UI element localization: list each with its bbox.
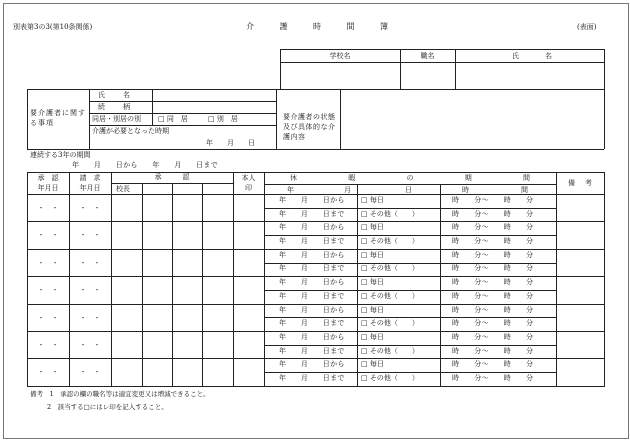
label-char: 続 (98, 103, 105, 111)
title-char: 介 (246, 22, 254, 31)
label-char: 考 (585, 179, 592, 187)
approval-date-cell[interactable]: ・ ・ (37, 204, 59, 212)
time-range[interactable]: 時 分～ 時 分 (452, 360, 534, 369)
teacher-name-label (512, 53, 552, 60)
daily-checkbox[interactable]: □ 毎日 (361, 278, 384, 287)
request-date-cell[interactable]: ・ ・ (79, 341, 101, 349)
label-char: 氏 (512, 52, 519, 60)
hour-col-header: 時 (462, 186, 469, 194)
form-title (246, 23, 388, 31)
daily-checkbox[interactable]: □ 毎日 (361, 196, 384, 204)
time-range[interactable]: 時 分～ 時 分 (452, 291, 534, 300)
time-range[interactable]: 時 分～ 時 分 (452, 333, 534, 341)
title-char: 間 (346, 22, 355, 31)
footnote-1: 備考 1 承認の欄の職名等は適宜変更又は増減できること。 (30, 390, 210, 398)
school-name-label: 学校名 (329, 52, 351, 60)
remarks-cell[interactable] (558, 333, 602, 356)
label-char: 柄 (123, 103, 130, 111)
need-period-label: 介護が必要となった時期 (92, 127, 169, 135)
remarks-header (568, 180, 592, 187)
self-seal-cell[interactable] (235, 196, 263, 219)
principal-seal-cell[interactable] (113, 251, 141, 274)
daily-checkbox[interactable]: □ 毎日 (361, 333, 384, 341)
care-name-label (98, 92, 130, 99)
month-col-header: 月 (344, 186, 351, 194)
title-char: 時 (313, 22, 321, 31)
daily-checkbox[interactable]: □ 毎日 (361, 305, 384, 314)
label-char: 備 (568, 179, 575, 187)
cohabit-checkbox[interactable]: □ 同 居 (158, 115, 188, 123)
separate-checkbox[interactable]: □ 別 居 (208, 115, 238, 123)
label-char: 休 (290, 174, 297, 182)
label-char: 名 (123, 91, 130, 99)
other-checkbox[interactable]: □ その他（ ） (361, 373, 419, 382)
other-checkbox[interactable]: □ その他（ ） (361, 236, 419, 245)
time-range[interactable]: 時 分～ 時 分 (452, 236, 534, 245)
seal-header: 印 (245, 184, 252, 192)
other-checkbox[interactable]: □ その他（ ） (361, 209, 419, 218)
remarks-cell[interactable] (558, 196, 602, 219)
time-range[interactable]: 時 分～ 時 分 (452, 209, 534, 218)
daily-checkbox[interactable]: □ 毎日 (361, 360, 384, 369)
principal-header: 校長 (116, 185, 130, 193)
leave-period-header (290, 175, 530, 182)
time-range[interactable]: 時 分～ 時 分 (452, 305, 534, 314)
approval-date-cell[interactable]: ・ ・ (37, 368, 59, 377)
approval-date-cell[interactable]: ・ ・ (37, 258, 59, 267)
approval-date-cell[interactable]: ・ ・ (37, 313, 59, 322)
remarks-cell[interactable] (558, 251, 602, 274)
self-seal-cell[interactable] (235, 251, 263, 274)
remarks-cell[interactable] (558, 306, 602, 329)
remarks-cell[interactable] (558, 223, 602, 246)
self-seal-cell[interactable] (235, 223, 263, 246)
care-name-field[interactable] (155, 91, 274, 100)
principal-seal-cell[interactable] (113, 333, 141, 356)
approval-date-header: 承 認 (37, 174, 59, 182)
approval-header: 承 認 (154, 173, 190, 181)
condition-field[interactable] (343, 92, 601, 146)
self-seal-cell[interactable] (235, 333, 263, 356)
until-date[interactable]: 年 月 日まで (279, 236, 345, 245)
label-char: 期 (464, 174, 472, 182)
principal-seal-cell[interactable] (113, 196, 141, 219)
daily-checkbox[interactable]: □ 毎日 (361, 250, 384, 259)
other-checkbox[interactable]: □ その他（ ） (361, 291, 419, 300)
approval-date-cell[interactable]: ・ ・ (37, 286, 59, 295)
year-col-header: 年 (287, 186, 294, 194)
from-date[interactable]: 年 月 日から (279, 278, 345, 287)
principal-seal-cell[interactable] (113, 223, 141, 246)
remarks-cell[interactable] (558, 278, 602, 301)
self-seal-cell[interactable] (235, 278, 263, 301)
time-range[interactable]: 時 分～ 時 分 (452, 373, 534, 382)
from-date[interactable]: 年 月 日から (279, 360, 345, 369)
until-date[interactable]: 年 月 日まで (279, 373, 345, 382)
title-char: 護 (279, 22, 288, 31)
care-section-label: 要介護者に関する事項 (30, 109, 86, 127)
label-char: 暇 (348, 174, 356, 182)
approval-date-cell[interactable]: ・ ・ (37, 341, 59, 349)
continuous-period-range[interactable]: 年 月 日から 年 月 日まで (72, 161, 218, 169)
label-char: 間 (523, 174, 530, 182)
request-ymd-header: 年月日 (79, 184, 101, 192)
other-checkbox[interactable]: □ その他（ ） (361, 319, 419, 328)
time-range[interactable]: 時 分～ 時 分 (452, 223, 534, 232)
until-date[interactable]: 年 月 日まで (279, 264, 345, 273)
time-range[interactable]: 時 分～ 時 分 (452, 264, 534, 273)
principal-seal-cell[interactable] (113, 306, 141, 329)
title-char: 簿 (380, 22, 388, 31)
continuous-period-label: 連続する3年の期間 (30, 151, 91, 159)
relation-label (98, 104, 130, 111)
label-char: の (406, 174, 414, 182)
need-date[interactable]: 年 月 日 (206, 139, 255, 147)
time-range[interactable]: 時 分～ 時 分 (452, 196, 534, 204)
self-seal-cell[interactable] (235, 360, 263, 383)
principal-seal-cell[interactable] (113, 278, 141, 301)
label-char: 氏 (98, 91, 105, 99)
time-range[interactable]: 時 分～ 時 分 (452, 346, 534, 355)
day-col-header: 日 (405, 186, 412, 194)
until-date[interactable]: 年 月 日まで (279, 346, 345, 355)
teacher-name-field[interactable] (457, 65, 602, 87)
from-date[interactable]: 年 月 日から (279, 305, 345, 314)
from-date[interactable]: 年 月 日から (279, 223, 345, 232)
form-number: 別表第3の3(第10条関係) (13, 23, 93, 31)
until-date[interactable]: 年 月 日まで (279, 291, 345, 300)
time-range[interactable]: 時 分～ 時 分 (452, 278, 534, 287)
request-date-cell[interactable]: ・ ・ (79, 313, 101, 322)
request-date-cell[interactable]: ・ ・ (79, 368, 101, 377)
other-checkbox[interactable]: □ その他（ ） (361, 264, 419, 273)
self-header: 本人 (241, 174, 256, 182)
request-date-cell[interactable]: ・ ・ (79, 204, 101, 212)
period-col-header: 間 (521, 186, 528, 194)
relation-field[interactable] (155, 103, 274, 112)
request-date-cell[interactable]: ・ ・ (79, 231, 101, 240)
school-name-field[interactable] (282, 65, 398, 87)
daily-checkbox[interactable]: □ 毎日 (361, 223, 384, 232)
request-date-cell[interactable]: ・ ・ (79, 286, 101, 295)
position-label: 職名 (420, 52, 435, 60)
time-range[interactable]: 時 分～ 時 分 (452, 319, 534, 328)
from-date[interactable]: 年 月 日から (279, 333, 345, 341)
position-field[interactable] (402, 65, 453, 87)
cohabitation-label: 同居・別居の別 (92, 115, 141, 123)
request-date-cell[interactable]: ・ ・ (79, 258, 101, 267)
principal-seal-cell[interactable] (113, 360, 141, 383)
until-date[interactable]: 年 月 日まで (279, 319, 345, 328)
time-range[interactable]: 時 分～ 時 分 (452, 250, 534, 259)
side-label: (表面) (577, 23, 597, 31)
ymd-header: 年月日 (37, 184, 59, 192)
label-char: 名 (545, 52, 552, 60)
remarks-cell[interactable] (558, 360, 602, 383)
from-date[interactable]: 年 月 日から (279, 250, 345, 259)
approval-date-cell[interactable]: ・ ・ (37, 231, 59, 240)
condition-label: 要介護者の状態及び具体的な介護内容 (283, 113, 336, 142)
request-header: 請 求 (79, 174, 101, 182)
footnote-2: 2 該当する□にはレ印を記入すること。 (47, 403, 168, 411)
other-checkbox[interactable]: □ その他（ ） (361, 346, 419, 355)
until-date[interactable]: 年 月 日まで (279, 209, 345, 218)
from-date[interactable]: 年 月 日から (279, 196, 345, 204)
self-seal-cell[interactable] (235, 306, 263, 329)
